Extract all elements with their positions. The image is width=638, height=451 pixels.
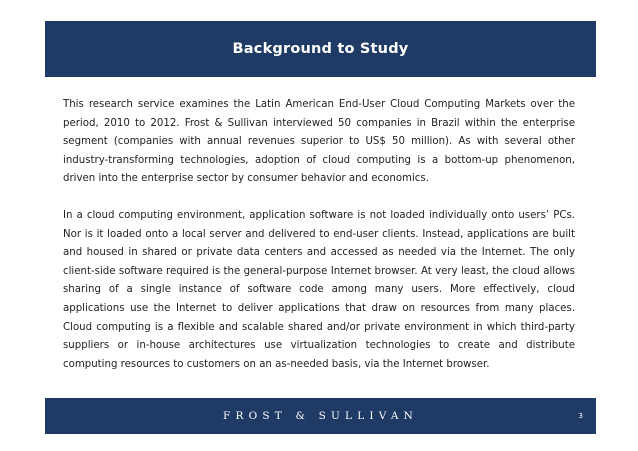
body-paragraph-1: This research service examines the Latin American End-User Cloud Computing Markets over the period, 2010 to 2012. Frost & Sullivan interviewed 50 companies in Brazil within the enterprise segment (companies with annual revenues superior to US$ 50 million). As with several other industry-transforming technologies, adoption of cloud computing is a bottom-up phenomenon, driven into the enterprise sector by consumer behavior and economics.	[63, 99, 575, 185]
frost-sullivan-logo: FROST & SULLIVAN	[223, 410, 418, 422]
body-paragraph-2: In a cloud computing environment, application software is not loaded individually onto users’ PCs. Nor is it loaded onto a local server and delivered to end-user clients. Instead, applications are built and housed in shared or private data centers and accessed as needed via the Internet. The only client-side software required is the general-purpose Internet browser. At very least, the cloud allows sharing of a single instance of software code among many users. More effectively, cloud applications use the Internet to deliver applications that draw on resources from many places. Cloud computing is a flexible and scalable shared and/or private environment in which third-party suppliers or in-house architectures use virtualization technologies to create and distribute computing resources to customers on an as-needed basis, via the Internet browser.	[63, 209, 575, 370]
page-number: 3	[578, 412, 583, 420]
slide-title: Background to Study	[232, 41, 409, 57]
title-banner	[45, 21, 596, 77]
footer-banner	[45, 398, 596, 434]
slide-body	[63, 96, 575, 374]
